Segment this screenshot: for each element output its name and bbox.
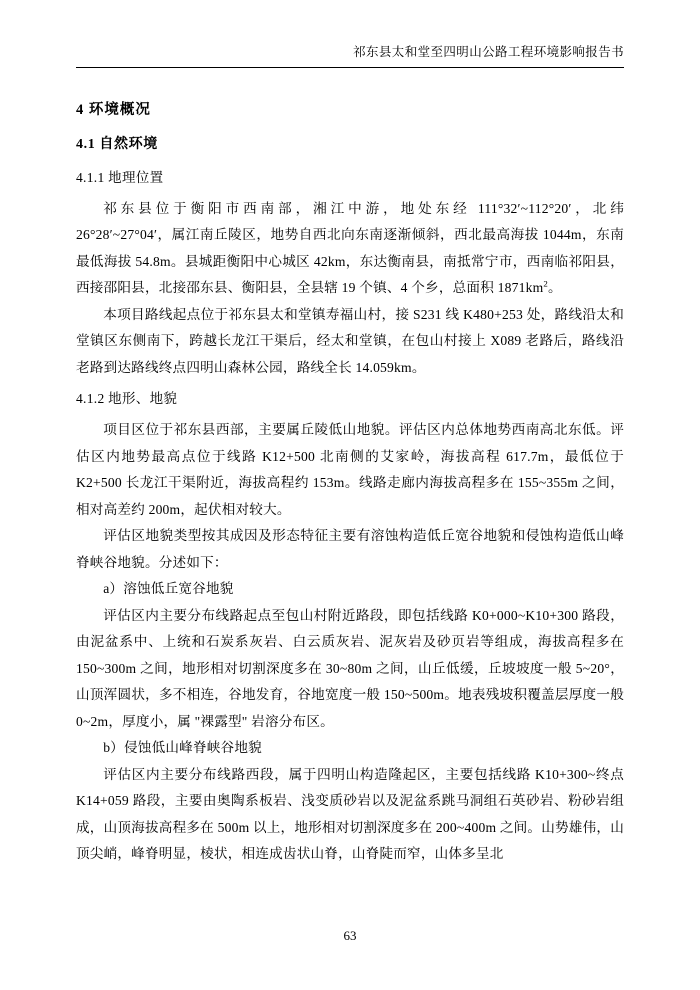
subsection-heading-geographic-location: 4.1.1 地理位置 xyxy=(76,169,164,185)
paragraph-location-overview xyxy=(76,196,624,302)
paragraph-item-b-body: 评估区内主要分布线路西段，属于四明山构造隆起区，主要包括线路 K10+300~终点 K14+059 路段，主要由奥陶系板岩、浅变质砂岩以及泥盆系跳马洞组石英砂岩、粉砂岩组成，山顶海拔高程多在 500m 以上，地形相对切割深度多在 200~400m 之间。山势雄伟，山顶尖峭，峰脊明显，棱状，相连成齿状山脊，山脊陡而窄，山体多呈北 xyxy=(76,766,624,861)
area-unit-superscript: 2 xyxy=(543,278,548,289)
subsection-heading-block-location xyxy=(76,166,624,186)
paragraph-route-description: 本项目路线起点位于祁东县太和堂镇寿福山村，接 S231 线 K480+253 处，路线沿太和堂镇区东侧南下，跨越长龙江干渠后，经太和堂镇，在包山村接上 X089 老路后，路线沿老路到达路线终点四明山森林公园，路线全长 14.059km。 xyxy=(76,306,624,375)
header-title: 祁东县太和堂至四明山公路工程环境影响报告书 xyxy=(353,45,624,59)
paragraph-item-b-title: b）侵蚀低山峰脊峡谷地貌 xyxy=(103,740,262,755)
subsection-heading-terrain-landform: 4.1.2 地形、地貌 xyxy=(76,391,178,406)
paragraph-location-overview-end: 。 xyxy=(548,280,562,295)
paragraph-location-overview-text: 祁东县位于衡阳市西南部，湘江中游，地处东经 111°32′~112°20′，北纬 26°28′~27°04′，属江南丘陵区，地势自西北向东南逐渐倾斜，西北最高海拔 1044m，东南最低海拔 54.8m。县城距衡阳中心城区 42km，东达衡南县，南抵常宁市，西南临祁阳县，西接邵阳县，北接邵东县、衡阳县，全县辖 19 个镇、4 个乡，总面积 1871km xyxy=(76,200,624,295)
paragraph-item-a-body: 评估区内主要分布线路起点至包山村附近路段，即包括线路 K0+000~K10+300 路段，由泥盆系中、上统和石炭系灰岩、白云质灰岩、泥灰岩及砂页岩等组成，海拔高程多在 150~300m 之间，地形相对切割深度多在 30~80m 之间，山丘低缓，丘坡坡度一般 5~20°，山顶浑圆状，多不相连，谷地发育，谷地宽度一般 150~500m。地表残坡积覆盖层厚度一般 0~2m，厚度小，属 "裸露型" 岩溶分布区。 xyxy=(76,607,624,729)
section-heading-natural-environment: 4.1 自然环境 xyxy=(76,136,158,152)
paragraph-item-a-title: a）溶蚀低丘宽谷地貌 xyxy=(103,581,234,596)
chapter-heading-block xyxy=(76,98,624,119)
page-header xyxy=(76,44,624,67)
header-divider xyxy=(76,67,624,68)
subsection-heading-block-terrain xyxy=(76,387,624,407)
section-heading-block xyxy=(76,133,624,153)
page-number: 63 xyxy=(343,928,357,943)
chapter-heading: 4 环境概况 xyxy=(76,101,151,118)
paragraph-landform-types: 评估区地貌类型按其成因及形态特征主要有溶蚀构造低丘宽谷地貌和侵蚀构造低山峰脊峡谷地貌。分述如下： xyxy=(76,528,624,570)
paragraph-terrain-overview: 项目区位于祁东县西部，主要属丘陵低山地貌。评估区内总体地势西南高北东低。评估区内地势最高点位于线路 K12+500 北南侧的艾家岭，海拔高程 617.7m，最低位于 K2+500 长龙江干渠附近，海拔高程约 153m。线路走廊内海拔高程多在 155~355m 之间，相对高差约 200m，起伏相对较大。 xyxy=(76,422,624,517)
